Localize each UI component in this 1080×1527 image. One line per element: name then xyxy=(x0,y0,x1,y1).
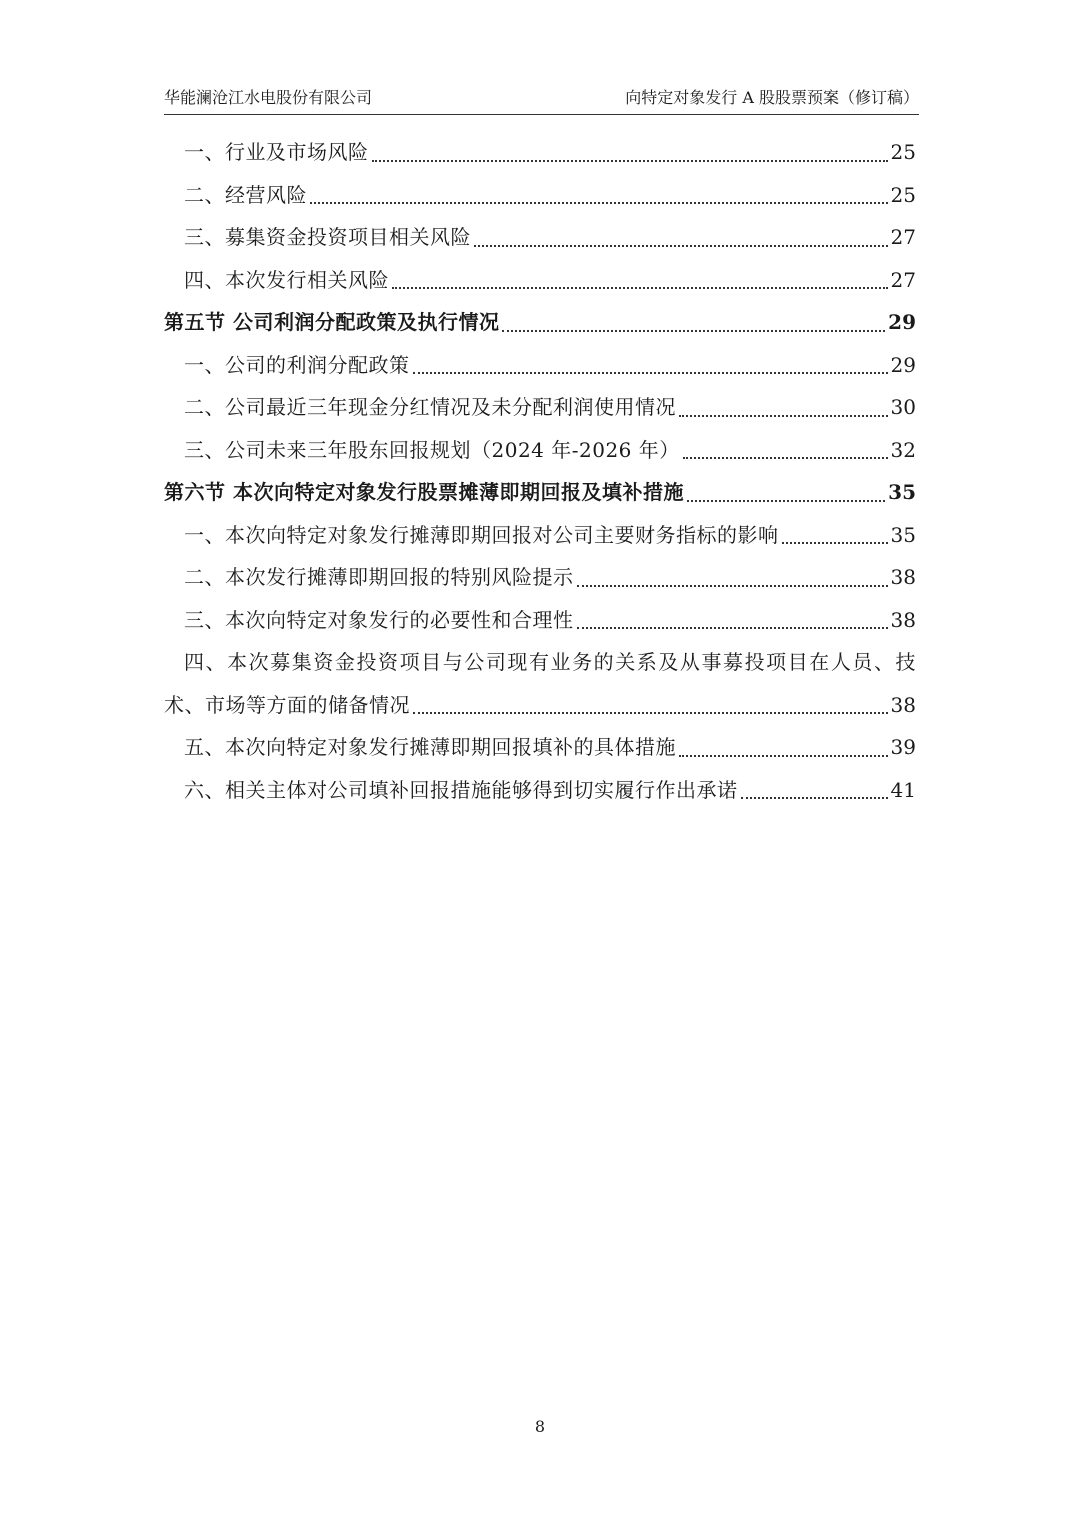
toc-dot-leader xyxy=(782,541,888,544)
toc-entry[interactable] xyxy=(164,769,916,812)
toc-dot-leader xyxy=(741,796,888,799)
toc-entry[interactable] xyxy=(164,131,916,174)
toc-entry-page: 38 xyxy=(890,607,916,632)
toc-dot-leader xyxy=(392,286,888,289)
toc-entry-page: 27 xyxy=(890,267,916,292)
toc-entry-page: 32 xyxy=(890,437,916,462)
toc-dot-leader xyxy=(683,456,888,459)
toc-chapter-title: 第五节 公司利润分配政策及执行情况 xyxy=(164,310,500,334)
toc-entry-title: 二、经营风险 xyxy=(184,182,307,207)
toc-entry[interactable] xyxy=(164,386,916,429)
toc-entry[interactable] xyxy=(164,174,916,217)
toc-dot-leader xyxy=(474,244,888,247)
toc-entry-title: 三、公司未来三年股东回报规划（2024 年-2026 年） xyxy=(184,437,680,462)
toc-entry-page: 41 xyxy=(890,777,916,802)
toc-entry-title: 二、公司最近三年现金分红情况及未分配利润使用情况 xyxy=(184,395,676,419)
toc-chapter-page: 29 xyxy=(888,310,916,334)
toc-entry-page: 35 xyxy=(890,522,916,547)
toc-entry[interactable] xyxy=(164,259,916,302)
toc-entry-page: 38 xyxy=(890,565,916,589)
toc-chapter-entry[interactable] xyxy=(164,301,916,344)
toc-entry-title: 术、市场等方面的储备情况 xyxy=(164,692,410,717)
toc-entry-title: 五、本次向特定对象发行摊薄即期回报填补的具体措施 xyxy=(184,735,676,759)
toc-entry-title: 四、本次发行相关风险 xyxy=(184,267,389,292)
toc-entry[interactable] xyxy=(164,556,916,599)
toc-entry[interactable] xyxy=(164,429,916,472)
toc-entry-title: 三、募集资金投资项目相关风险 xyxy=(184,225,471,249)
toc-entry-title: 一、公司的利润分配政策 xyxy=(184,352,410,377)
toc-dot-leader xyxy=(687,499,885,502)
toc-dot-leader xyxy=(413,711,888,714)
toc-entry-wrapped-second-line[interactable] xyxy=(164,684,916,727)
toc-entry[interactable] xyxy=(164,216,916,259)
toc-entry-page: 25 xyxy=(890,140,916,164)
toc-dot-leader xyxy=(577,626,888,629)
page-header xyxy=(164,86,919,115)
toc-entry-page: 29 xyxy=(890,352,916,377)
toc-entry-title: 六、相关主体对公司填补回报措施能够得到切实履行作出承诺 xyxy=(184,777,738,802)
header-company-name: 华能澜沧江水电股份有限公司 xyxy=(164,88,373,107)
toc-chapter-entry[interactable] xyxy=(164,471,916,514)
toc-entry-page: 25 xyxy=(890,182,916,207)
toc-dot-leader xyxy=(502,329,885,332)
toc-dot-leader xyxy=(679,414,888,417)
toc-entry-page: 38 xyxy=(890,692,916,717)
toc-entry[interactable] xyxy=(164,514,916,557)
toc-dot-leader xyxy=(310,201,888,204)
toc-dot-leader xyxy=(413,371,888,374)
toc-entry[interactable] xyxy=(164,726,916,769)
toc-entry-page: 27 xyxy=(890,225,916,249)
toc-entry-page: 39 xyxy=(890,735,916,759)
toc-chapter-page: 35 xyxy=(888,480,916,504)
toc-dot-leader xyxy=(679,754,888,757)
toc-dot-leader xyxy=(577,584,888,587)
header-document-title: 向特定对象发行 A 股股票预案（修订稿） xyxy=(625,88,919,107)
toc-chapter-title: 第六节 本次向特定对象发行股票摊薄即期回报及填补措施 xyxy=(164,480,684,504)
toc-entry-title: 三、本次向特定对象发行的必要性和合理性 xyxy=(184,607,574,632)
toc-entry[interactable] xyxy=(164,344,916,387)
toc-entry-title: 一、行业及市场风险 xyxy=(184,140,369,164)
toc-entry-wrapped-first-line[interactable] xyxy=(164,641,916,684)
toc-entry-title: 一、本次向特定对象发行摊薄即期回报对公司主要财务指标的影响 xyxy=(184,522,779,547)
toc-entry-title-line1: 四、本次募集资金投资项目与公司现有业务的关系及从事募投项目在人员、技 xyxy=(184,650,916,674)
table-of-contents xyxy=(164,131,916,811)
toc-entry[interactable] xyxy=(164,599,916,642)
toc-dot-leader xyxy=(372,159,888,162)
page-number: 8 xyxy=(534,1417,546,1436)
toc-entry-page: 30 xyxy=(890,395,916,419)
toc-entry-title: 二、本次发行摊薄即期回报的特别风险提示 xyxy=(184,565,574,589)
